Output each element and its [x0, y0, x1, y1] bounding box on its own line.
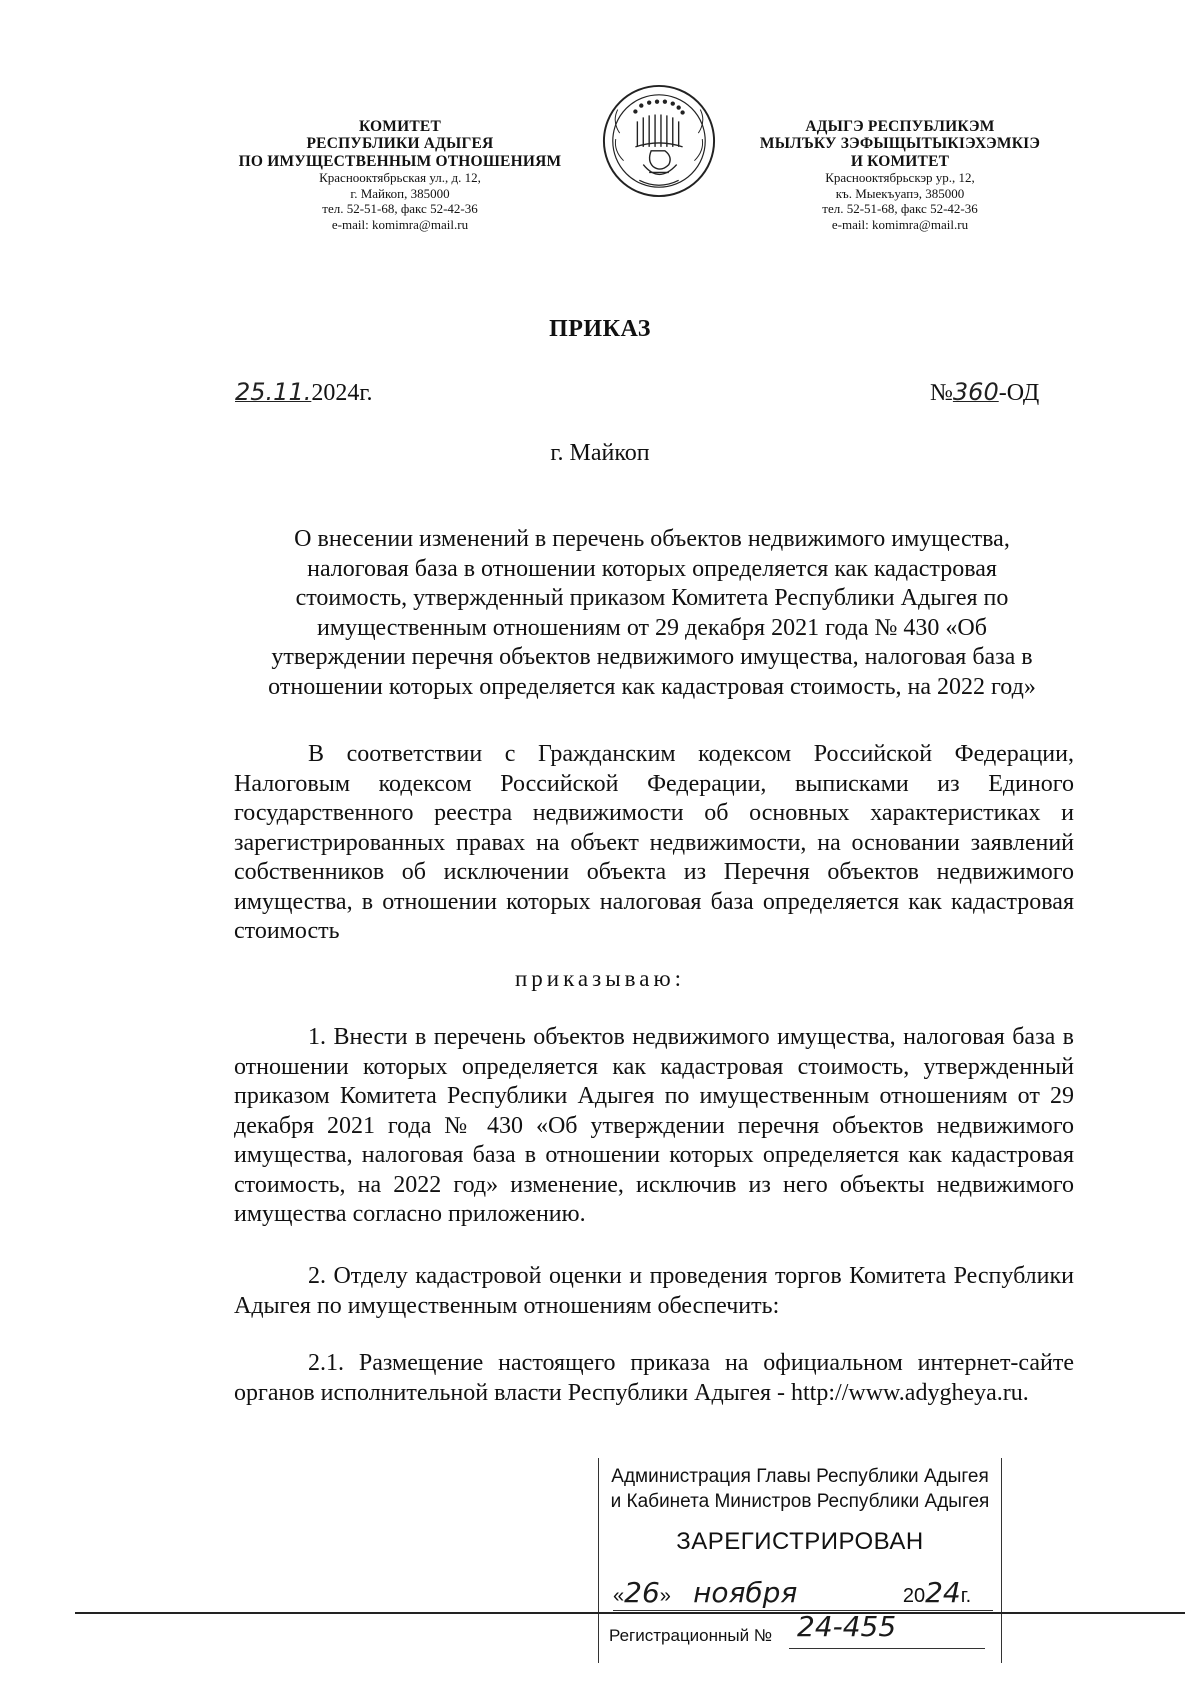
scan-separator-line — [75, 1612, 1185, 1614]
basis-paragraph: В соответствии с Гражданским кодексом Российской Федерации, Налоговым кодексом Российской Федерации, выписками из Единого государственного реестра недвижимости об основных характеристиках и зарегистрированных правах на объект недвижимости, на основании заявлений собственников об исключении объекта из Перечня объектов недвижимого имущества, в отношении которых налоговая база определяется как кадастровая стоимость — [234, 741, 1074, 944]
subject-line: отношении которых определяется как кадастровая стоимость, на 2022 год» — [268, 673, 1036, 700]
stamp-year: 24 — [925, 1576, 961, 1609]
stamp-day: 26 — [624, 1576, 660, 1609]
document-number — [930, 378, 1039, 407]
org-address-line: г. Майкоп, 385000 — [350, 185, 450, 201]
letterhead-right — [740, 118, 1060, 232]
document-city: г. Майкоп — [550, 440, 650, 466]
org-name-line: АДЫГЭ РЕСПУБЛИКЭМ — [805, 118, 995, 135]
stamp-line: Администрация Главы Республики Адыгея — [611, 1466, 989, 1487]
org-email: e-mail: komimra@mail.ru — [831, 216, 969, 232]
item-2-1-paragraph: 2.1. Размещение настоящего приказа на официальном интернет-сайте органов исполнительной власти Республики Адыгея - http://www.adygheya.ru. — [234, 1350, 1074, 1406]
date-year: 2024г. — [311, 380, 373, 406]
org-address-line: Краснооктябрьская ул., д. 12, — [319, 170, 481, 186]
subject-line: налоговая база в отношении которых определяется как кадастровая — [307, 555, 997, 582]
stamp-registered: ЗАРЕГИСТРИРОВАН — [676, 1528, 924, 1555]
stamp-quote: « — [613, 1585, 625, 1607]
stamp-month: ноября — [693, 1576, 798, 1609]
document-date — [235, 378, 372, 407]
document-title: ПРИКАЗ — [549, 316, 651, 342]
subject-line: стоимость, утвержденный приказом Комитета Республики Адыгея по — [295, 585, 1009, 611]
item-2-paragraph: 2. Отделу кадастровой оценки и проведения торгов Комитета Республики Адыгея по имущественным отношениям обеспечить: — [234, 1263, 1074, 1319]
handwritten-date: 25.11. — [235, 378, 312, 406]
org-name-line: РЕСПУБЛИКИ АДЫГЕЯ — [306, 135, 494, 153]
stamp-line: и Кабинета Министров Республики Адыгея — [610, 1491, 990, 1512]
stamp-reg-label: Регистрационный № — [609, 1626, 773, 1645]
org-address-line: къ. Мыекъуапэ, 385000 — [835, 185, 965, 201]
number-suffix: -ОД — [998, 380, 1040, 406]
org-address-line: тел. 52-51-68, факс 52-42-36 — [322, 201, 478, 217]
subject-line: имущественным отношениям от 29 декабря 2021 года № 430 «Об — [317, 614, 987, 641]
letterhead-left — [215, 118, 585, 232]
org-name-line: КОМИТЕТ — [358, 118, 441, 135]
registration-stamp — [598, 1458, 1002, 1663]
stamp-year-suffix: г. — [960, 1585, 972, 1607]
stamp-date — [613, 1576, 993, 1609]
handwritten-number: 360 — [952, 378, 999, 406]
org-name-line: ПО ИМУЩЕСТВЕННЫМ ОТНОШЕНИЯМ — [238, 152, 562, 170]
org-address-line: тел. 52-51-68, факс 52-42-36 — [822, 201, 978, 217]
org-name-line: МЫЛЪКУ ЗЭФЫЩЫТЫКІЭХЭМКІЭ — [759, 135, 1041, 153]
org-address-line: Краснооктябрьскэр ур., 12, — [825, 170, 975, 186]
subject-line: утверждении перечня объектов недвижимого имущества, налоговая база в — [271, 644, 1033, 670]
item-1-paragraph: 1. Внести в перечень объектов недвижимого имущества, налоговая база в отношении которых определяется как кадастровая стоимость, утвержденный приказом Комитета Республики Адыгея по имущественным отношениям от 29 декабря 2021 года № 430 «Об утверждении перечня объектов недвижимого имущества, налоговая база в отношении которых определяется как кадастровая стоимость, на 2022 год» изменение, исключив из него объекты недвижимого имущества согласно приложению. — [234, 1024, 1074, 1227]
subject-line: О внесении изменений в перечень объектов недвижимого имущества, — [294, 526, 1010, 552]
coat-of-arms-icon — [600, 82, 718, 200]
stamp-quote: » — [659, 1585, 671, 1607]
stamp-year-prefix: 20 — [902, 1585, 926, 1607]
stamp-reg-number: 24-455 — [797, 1610, 897, 1643]
stamp-reg-underline — [789, 1648, 985, 1649]
document-subject — [232, 525, 1072, 702]
order-word: приказываю: — [514, 966, 686, 991]
org-email: e-mail: komimra@mail.ru — [331, 216, 469, 232]
org-name-line: И КОМИТЕТ — [850, 152, 950, 170]
number-prefix: № — [930, 380, 953, 406]
